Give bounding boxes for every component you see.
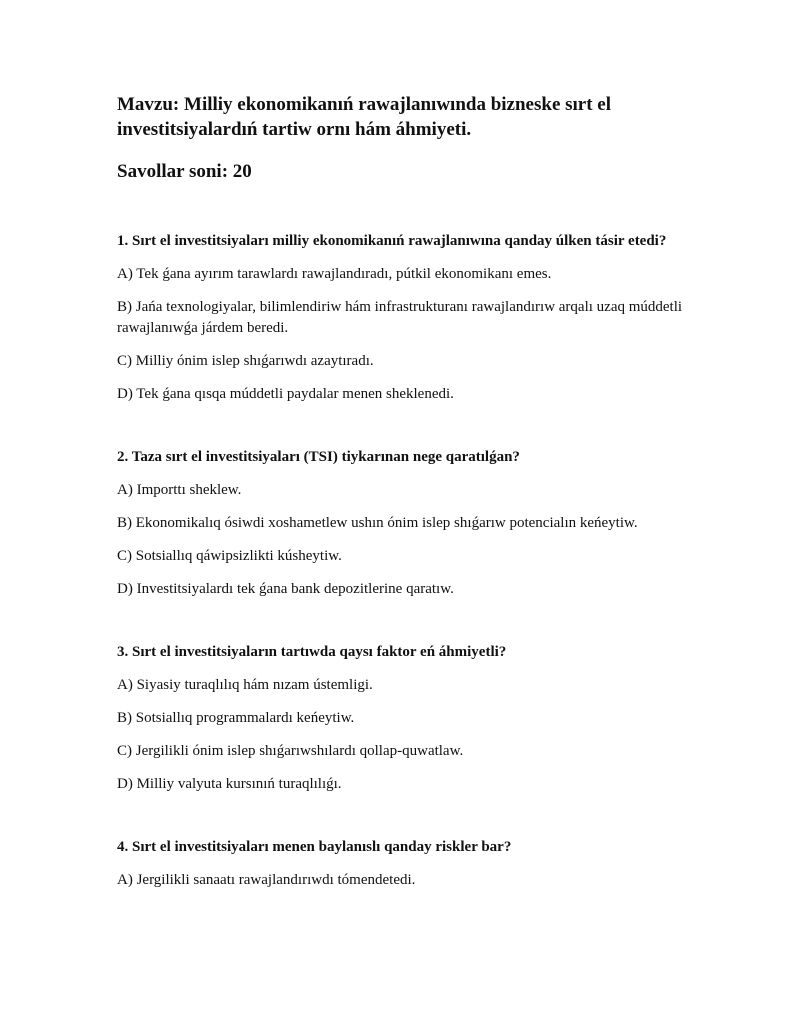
document-title: Mavzu: Milliy ekonomikanıń rawajlanıwında bizneske sırt el investitsiyalardıń tartiw ornı hám áhmiyeti. — [117, 94, 612, 140]
question-3-option-b: B) Sotsiallıq programmalardı keńeytiw. — [117, 710, 355, 726]
question-4-text: 4. Sırt el investitsiyaları menen baylanıslı qanday riskler bar? — [117, 839, 512, 855]
question-3-text: 3. Sırt el investitsiyaların tartıwda qaysı faktor eń áhmiyetli? — [117, 644, 507, 660]
question-2-option-a: A) Importtı sheklew. — [117, 482, 242, 498]
question-2-option-c: C) Sotsiallıq qáwipsizlikti kúsheytiw. — [117, 548, 342, 564]
question-1-text: 1. Sırt el investitsiyaları milliy ekonomikanıń rawajlanıwına qanday úlken tásir etedi? — [117, 233, 667, 249]
question-2-text: 2. Taza sırt el investitsiyaları (TSI) tiykarınan nege qaratılǵan? — [117, 449, 520, 465]
question-1-option-a: A) Tek ǵana ayırım tarawlardı rawajlandıradı, pútkil ekonomikanı emes. — [117, 266, 552, 282]
question-4-option-a: A) Jergilikli sanaatı rawajlandırıwdı tómendetedi. — [117, 872, 416, 888]
question-1-option-d: D) Tek ǵana qısqa múddetli paydalar menen sheklenedi. — [117, 386, 454, 402]
question-2-option-b: B) Ekonomikalıq ósiwdi xoshametlew ushın ónim islep shıǵarıw potencialın keńeytiw. — [117, 515, 638, 531]
question-1-option-b: B) Jańa texnologiyalar, bilimlendiriw hám infrastrukturanı rawajlandırıw arqalı uzaq múddetli rawajlanıwǵa járdem beredi. — [117, 299, 683, 336]
question-3-option-a: A) Siyasiy turaqlılıq hám nızam ústemligi. — [117, 677, 373, 693]
question-1-block — [117, 231, 692, 405]
document-page — [117, 92, 692, 891]
question-2-block — [117, 447, 692, 600]
question-4-block — [117, 837, 692, 891]
question-1-option-c: C) Milliy ónim islep shıǵarıwdı azaytıradı. — [117, 353, 374, 369]
question-count: Savollar soni: 20 — [117, 161, 252, 182]
question-3-block — [117, 642, 692, 795]
question-3-option-d: D) Milliy valyuta kursınıń turaqlılıǵı. — [117, 776, 342, 792]
question-3-option-c: C) Jergilikli ónim islep shıǵarıwshılardı qollap-quwatlaw. — [117, 743, 464, 759]
question-2-option-d: D) Investitsiyalardı tek ǵana bank depozitlerine qaratıw. — [117, 581, 454, 597]
